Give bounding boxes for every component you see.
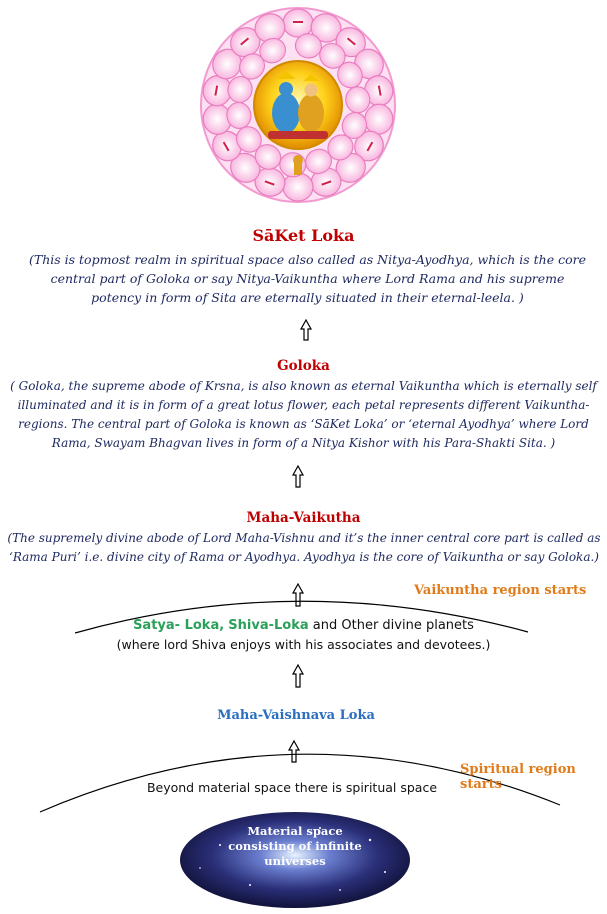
material-space-line-1: Material space [247,824,343,838]
satya-loka-name: Satya- Loka, [133,618,225,633]
goloka-description: ( Goloka, the supreme abode of Krsna, is also known as eternal Vaikuntha which is eternally self illuminated and it is in form of a great lotus flower, each petal represents different Vaikuntha-regions. The central part of Goloka is known as ‘SāKet Loka’ or ‘eternal Ayodhya’ where Lord Rama, Swayam Bhagvan lives in form of a Nitya Kishor with his Para-Shakti Sita. ) [10,379,597,450]
up-arrow-5 [289,741,299,762]
other-planets-text: and Other divine planets [312,618,474,633]
material-space-line-2: consisting of infinite [228,839,362,853]
maha-vaishnava-loka-title: Maha-Vaishnava Loka [217,708,375,723]
maha-vaikutha-title: Maha-Vaikutha [246,510,361,526]
saket-loka-description: (This is topmost realm in spiritual space also called as Nitya-Ayodhya, which is the core central part of Goloka or say Nitya-Vaikuntha where Lord Rama and his supreme potency in form of Sita are eternally situated in their eternal-leela. ) [28,252,587,305]
spiritual-region-label: Spiritual region starts [460,762,576,792]
up-arrow-3 [293,584,303,606]
up-arrow-4 [293,665,303,687]
material-space-line-3: universes [264,854,326,868]
saket-loka-title: SāKet Loka [252,226,355,245]
up-arrow-1 [301,320,311,340]
maha-vaikutha-description: (The supremely divine abode of Lord Maha-Vishnu and it’s the inner central core part is called as ‘Rama Puri’ i.e. divine city of Rama or Ayodhya. Ayodhya is the core of Vaikuntha or say Goloka.) [7,531,601,564]
material-space-label [180,824,410,869]
satya-loka-description: (where lord Shiva enjoys with his associates and devotees.) [116,637,491,652]
goloka-title: Goloka [277,358,330,374]
shiva-loka-name: Shiva-Loka [228,618,309,633]
beyond-material-space-text: Beyond material space there is spiritual space [146,780,438,795]
up-arrow-2 [293,466,303,487]
vaikuntha-region-label: Vaikuntha region starts [414,583,587,598]
satya-loka-line [0,618,607,633]
